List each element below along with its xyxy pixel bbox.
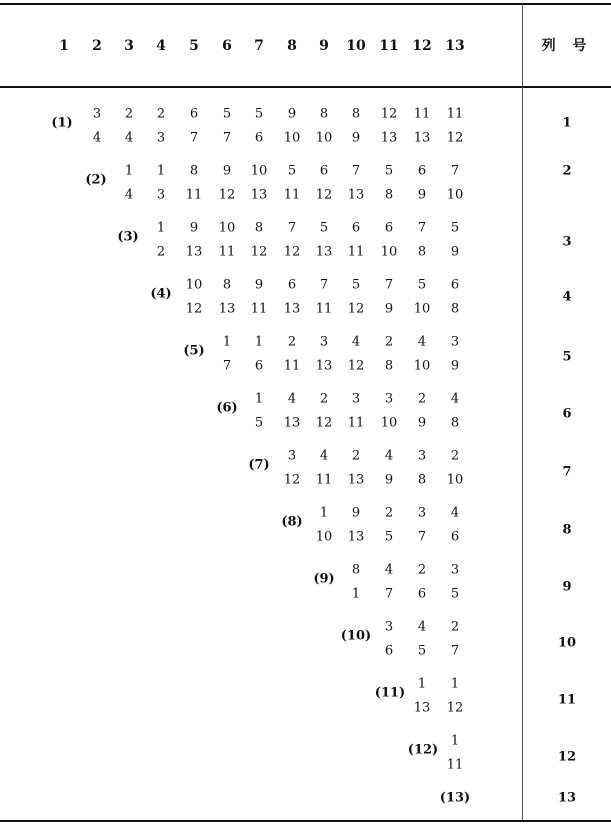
cell-top: 5: [254, 106, 264, 122]
cell-top: 8: [351, 106, 361, 122]
cell-top: 1: [319, 505, 329, 521]
cell-top: 3: [287, 448, 297, 464]
cell-bottom: 12: [185, 301, 203, 317]
row-label: (4): [150, 286, 172, 302]
row-number: 9: [562, 579, 572, 595]
cell-bottom: 8: [417, 472, 427, 488]
cell-bottom: 13: [347, 529, 365, 545]
cell-bottom: 12: [446, 130, 464, 146]
cell-bottom: 12: [250, 244, 268, 260]
cell-bottom: 11: [347, 415, 365, 431]
cell-bottom: 10: [413, 301, 431, 317]
header-rule: [0, 86, 611, 88]
cell-bottom: 6: [254, 130, 264, 146]
cell-top: 11: [446, 106, 464, 122]
cell-bottom: 4: [124, 187, 134, 203]
cell-top: 4: [319, 448, 329, 464]
cell-bottom: 11: [315, 301, 333, 317]
cell-top: 4: [417, 619, 427, 635]
cell-top: 5: [287, 163, 297, 179]
cell-top: 1: [417, 676, 427, 692]
column-header: 9: [319, 38, 329, 54]
row-number: 10: [557, 635, 577, 651]
cell-top: 1: [156, 163, 166, 179]
cell-top: 2: [156, 106, 166, 122]
cell-bottom: 5: [450, 586, 460, 602]
cell-top: 8: [319, 106, 329, 122]
cell-top: 2: [450, 448, 460, 464]
cell-bottom: 5: [384, 529, 394, 545]
cell-top: 5: [351, 277, 361, 293]
cell-top: 3: [417, 448, 427, 464]
row-number: 7: [562, 464, 572, 480]
cell-bottom: 13: [315, 244, 333, 260]
cell-bottom: 13: [347, 187, 365, 203]
row-label: (12): [407, 742, 439, 758]
cell-top: 10: [185, 277, 203, 293]
cell-top: 7: [450, 163, 460, 179]
row-number: 8: [562, 522, 572, 538]
cell-top: 3: [417, 505, 427, 521]
cell-top: 8: [222, 277, 232, 293]
cell-top: 2: [450, 619, 460, 635]
row-number: 1: [562, 115, 572, 131]
row-number: 4: [562, 289, 572, 305]
row-label: (9): [313, 571, 335, 587]
cell-bottom: 2: [156, 244, 166, 260]
cell-top: 7: [384, 277, 394, 293]
cell-top: 6: [417, 163, 427, 179]
cell-bottom: 3: [156, 130, 166, 146]
cell-top: 3: [384, 391, 394, 407]
row-number: 5: [562, 349, 572, 365]
cell-bottom: 12: [283, 244, 301, 260]
cell-bottom: 3: [156, 187, 166, 203]
cell-bottom: 11: [250, 301, 268, 317]
cell-top: 2: [417, 391, 427, 407]
cell-top: 1: [450, 733, 460, 749]
cell-top: 3: [319, 334, 329, 350]
column-header: 5: [189, 38, 199, 54]
cell-bottom: 10: [413, 358, 431, 374]
cell-bottom: 4: [92, 130, 102, 146]
cell-top: 8: [189, 163, 199, 179]
cell-bottom: 5: [254, 415, 264, 431]
cell-bottom: 11: [315, 472, 333, 488]
cell-bottom: 6: [254, 358, 264, 374]
cell-top: 2: [417, 562, 427, 578]
cell-bottom: 12: [347, 358, 365, 374]
cell-bottom: 8: [450, 415, 460, 431]
cell-top: 6: [450, 277, 460, 293]
cell-top: 1: [222, 334, 232, 350]
cell-top: 3: [92, 106, 102, 122]
cell-top: 4: [450, 505, 460, 521]
cell-top: 2: [319, 391, 329, 407]
row-number: 6: [562, 406, 572, 422]
cell-bottom: 10: [283, 130, 301, 146]
cell-bottom: 10: [380, 415, 398, 431]
column-header: 8: [287, 38, 297, 54]
cell-bottom: 6: [384, 643, 394, 659]
column-header: 3: [124, 38, 134, 54]
cell-bottom: 11: [283, 358, 301, 374]
column-header: 2: [92, 38, 102, 54]
row-label: (1): [51, 115, 73, 131]
cell-bottom: 7: [189, 130, 199, 146]
cell-top: 1: [124, 163, 134, 179]
cell-bottom: 5: [417, 643, 427, 659]
cell-top: 6: [287, 277, 297, 293]
column-header: 12: [412, 38, 432, 54]
cell-bottom: 9: [384, 301, 394, 317]
cell-top: 10: [218, 220, 236, 236]
cell-bottom: 13: [250, 187, 268, 203]
column-header: 13: [445, 38, 465, 54]
row-label: (7): [248, 457, 270, 473]
cell-bottom: 8: [384, 187, 394, 203]
column-header: 1: [59, 38, 69, 54]
cell-top: 9: [222, 163, 232, 179]
cell-top: 11: [413, 106, 431, 122]
cell-top: 10: [250, 163, 268, 179]
cell-bottom: 7: [384, 586, 394, 602]
cell-top: 5: [417, 277, 427, 293]
cell-bottom: 13: [315, 358, 333, 374]
cell-top: 7: [351, 163, 361, 179]
cell-top: 2: [384, 334, 394, 350]
cell-top: 2: [124, 106, 134, 122]
cell-bottom: 13: [218, 301, 236, 317]
cell-top: 7: [417, 220, 427, 236]
cell-top: 9: [351, 505, 361, 521]
cell-bottom: 9: [450, 358, 460, 374]
cell-bottom: 9: [351, 130, 361, 146]
cell-top: 4: [417, 334, 427, 350]
cell-top: 7: [319, 277, 329, 293]
cell-top: 1: [156, 220, 166, 236]
bottom-rule: [0, 820, 611, 822]
cell-top: 4: [384, 562, 394, 578]
row-label: (5): [183, 343, 205, 359]
cell-bottom: 13: [283, 415, 301, 431]
cell-top: 6: [351, 220, 361, 236]
cell-bottom: 12: [347, 301, 365, 317]
cell-bottom: 9: [450, 244, 460, 260]
cell-bottom: 10: [446, 472, 464, 488]
cell-bottom: 11: [185, 187, 203, 203]
cell-top: 4: [351, 334, 361, 350]
row-number: 13: [557, 790, 577, 806]
cell-top: 2: [351, 448, 361, 464]
cell-bottom: 12: [283, 472, 301, 488]
cell-top: 3: [450, 334, 460, 350]
cell-top: 3: [384, 619, 394, 635]
cell-bottom: 11: [347, 244, 365, 260]
cell-bottom: 11: [283, 187, 301, 203]
cell-bottom: 7: [222, 358, 232, 374]
cell-top: 4: [450, 391, 460, 407]
cell-top: 2: [287, 334, 297, 350]
cell-top: 3: [450, 562, 460, 578]
row-number: 12: [557, 749, 577, 765]
cell-bottom: 13: [413, 700, 431, 716]
column-header: 6: [222, 38, 232, 54]
cell-bottom: 6: [450, 529, 460, 545]
cell-bottom: 8: [384, 358, 394, 374]
cell-bottom: 10: [315, 529, 333, 545]
cell-top: 6: [319, 163, 329, 179]
cell-top: 5: [450, 220, 460, 236]
cell-bottom: 4: [124, 130, 134, 146]
column-header: 7: [254, 38, 264, 54]
cell-bottom: 12: [315, 187, 333, 203]
top-rule: [0, 3, 611, 5]
cell-top: 12: [380, 106, 398, 122]
cell-bottom: 1: [351, 586, 361, 602]
column-header: 10: [346, 38, 366, 54]
row-label: (3): [117, 229, 139, 245]
cell-bottom: 6: [417, 586, 427, 602]
cell-bottom: 13: [347, 472, 365, 488]
row-label: (13): [439, 790, 471, 806]
cell-bottom: 7: [450, 643, 460, 659]
cell-top: 4: [287, 391, 297, 407]
cell-top: 6: [189, 106, 199, 122]
cell-top: 2: [384, 505, 394, 521]
row-label: (11): [374, 685, 406, 701]
cell-bottom: 12: [315, 415, 333, 431]
cell-bottom: 12: [218, 187, 236, 203]
cell-bottom: 11: [446, 757, 464, 773]
cell-top: 1: [254, 334, 264, 350]
cell-top: 5: [222, 106, 232, 122]
cell-bottom: 10: [380, 244, 398, 260]
cell-bottom: 12: [446, 700, 464, 716]
cell-bottom: 8: [417, 244, 427, 260]
cell-bottom: 13: [185, 244, 203, 260]
cell-bottom: 9: [384, 472, 394, 488]
cell-top: 8: [351, 562, 361, 578]
cell-top: 5: [319, 220, 329, 236]
cell-bottom: 10: [315, 130, 333, 146]
cell-top: 8: [254, 220, 264, 236]
cell-bottom: 9: [417, 415, 427, 431]
row-number-header: 列 号: [541, 38, 593, 54]
cell-bottom: 13: [380, 130, 398, 146]
cell-bottom: 13: [413, 130, 431, 146]
cell-top: 9: [189, 220, 199, 236]
column-separator: [522, 4, 523, 820]
cell-top: 3: [351, 391, 361, 407]
cell-top: 5: [384, 163, 394, 179]
cell-top: 9: [287, 106, 297, 122]
column-header: 11: [379, 38, 399, 54]
row-label: (6): [216, 400, 238, 416]
cell-bottom: 11: [218, 244, 236, 260]
cell-bottom: 8: [450, 301, 460, 317]
cell-top: 1: [254, 391, 264, 407]
cell-bottom: 7: [222, 130, 232, 146]
cell-bottom: 13: [283, 301, 301, 317]
cell-top: 4: [384, 448, 394, 464]
cell-top: 9: [254, 277, 264, 293]
row-number: 3: [562, 234, 572, 250]
row-number: 11: [557, 692, 577, 708]
column-header: 4: [156, 38, 166, 54]
row-label: (2): [85, 172, 107, 188]
cell-top: 7: [287, 220, 297, 236]
row-label: (8): [281, 514, 303, 530]
cell-top: 1: [450, 676, 460, 692]
row-number: 2: [562, 163, 572, 179]
cell-bottom: 7: [417, 529, 427, 545]
cell-bottom: 10: [446, 187, 464, 203]
cell-top: 6: [384, 220, 394, 236]
row-label: (10): [340, 628, 372, 644]
cell-bottom: 9: [417, 187, 427, 203]
